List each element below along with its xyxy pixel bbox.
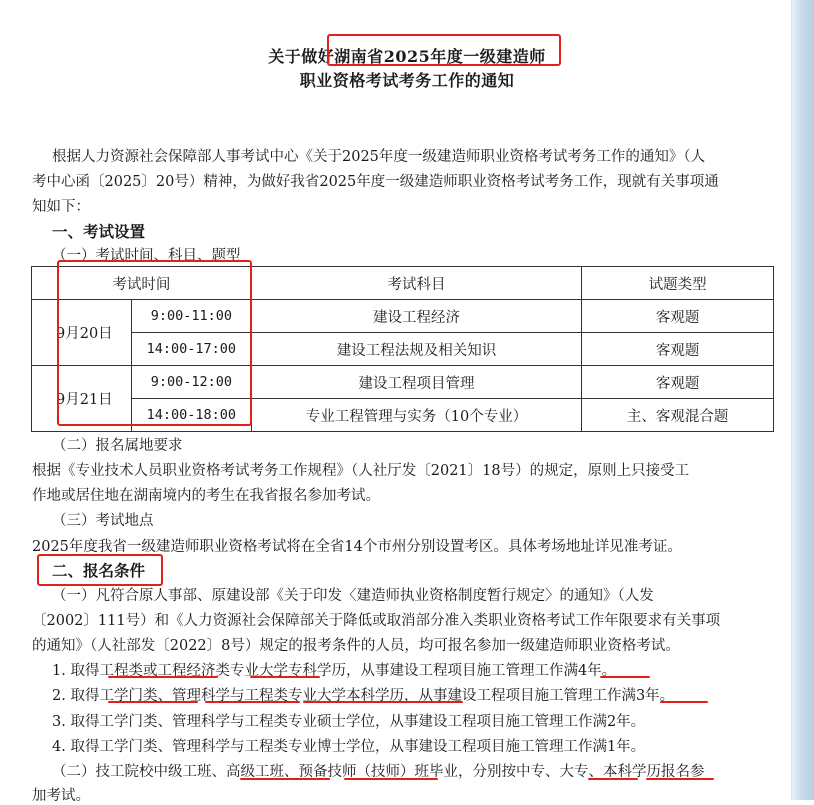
table-header-row <box>32 267 774 300</box>
exam-subject: 建设工程项目管理 <box>251 366 581 399</box>
exam-schedule-table <box>31 266 774 432</box>
sec2-sub2-line-1: （二）技工院校中级工班、高级工班、预备技师（技师）班毕业，分别按中专、大专、本科学历报名参 <box>52 764 705 780</box>
exam-subject: 建设工程法规及相关知识 <box>251 333 581 366</box>
table-row <box>32 399 774 432</box>
exam-subject: 专业工程管理与实务（10个专业） <box>251 399 581 432</box>
table-row <box>32 366 774 399</box>
question-type: 主、客观混合题 <box>582 399 774 432</box>
sub2-text-line-1: 根据《专业技术人员职业资格考试考务工作规程》（人社厅发〔2021〕18号）的规定，原则上只接受工 <box>32 463 690 479</box>
sub2-text-line-2: 作地或居住地在湖南境内的考生在我省报名参加考试。 <box>32 488 380 504</box>
sec2-para-line-2: 〔2002〕111号）和《人力资源社会保障部关于降低或取消部分准入类职业资格考试工作年限要求有关事项 <box>32 613 721 629</box>
sub3-text: 2025年度我省一级建造师职业资格考试将在全省14个市州分别设置考区。具体考场地址详见准考证。 <box>32 539 682 555</box>
sec2-para-line-1: （一）凡符合原人事部、原建设部《关于印发〈建造师执业资格制度暂行规定〉的通知》（人发 <box>52 588 654 604</box>
question-type: 客观题 <box>582 300 774 333</box>
section-heading-1: 一、考试设置 <box>52 222 146 241</box>
exam-date: 9月21日 <box>32 366 132 432</box>
header-question-type: 试题类型 <box>582 267 774 300</box>
question-type: 客观题 <box>582 366 774 399</box>
condition-2: 2. 取得工学门类、管理科学与工程类专业大学本科学历，从事建设工程项目施工管理工作满3年。 <box>52 688 675 704</box>
table-row <box>32 300 774 333</box>
subsection-1: （一）考试时间、科目、题型 <box>52 248 241 264</box>
subsection-3: （三）考试地点 <box>52 513 154 529</box>
doc-title-line2: 职业资格考试考务工作的通知 <box>299 71 515 90</box>
intro-line-3: 知如下： <box>32 199 90 215</box>
sec2-para-line-3: 的通知》（人社部发〔2022〕8号）规定的报考条件的人员，均可报名参加一级建造师职业资格考试。 <box>32 638 680 654</box>
condition-4: 4. 取得工学门类、管理科学与工程类专业博士学位，从事建设工程项目施工管理工作满1年。 <box>52 739 646 755</box>
intro-line-2: 考中心函〔2025〕20号）精神，为做好我省2025年度一级建造师职业资格考试考务工作，现就有关事项通 <box>32 174 719 190</box>
table-row <box>32 333 774 366</box>
doc-title-line1: 关于做好湖南省2025年度一级建造师 <box>268 47 546 66</box>
exam-time: 14:00-18:00 <box>131 399 251 432</box>
question-type: 客观题 <box>582 333 774 366</box>
subsection-2: （二）报名属地要求 <box>52 438 183 454</box>
exam-time: 9:00-11:00 <box>131 300 251 333</box>
condition-3: 3. 取得工学门类、管理科学与工程类专业硕士学位，从事建设工程项目施工管理工作满2年。 <box>52 714 646 730</box>
header-exam-time: 考试时间 <box>32 267 252 300</box>
exam-time: 14:00-17:00 <box>131 333 251 366</box>
intro-line-1: 根据人力资源社会保障部人事考试中心《关于2025年度一级建造师职业资格考试考务工作的通知》（人 <box>52 149 706 165</box>
section-heading-2: 二、报名条件 <box>52 561 146 580</box>
header-exam-subject: 考试科目 <box>251 267 581 300</box>
exam-time: 9:00-12:00 <box>131 366 251 399</box>
sec2-sub2-line-2: 加考试。 <box>32 788 90 804</box>
condition-1: 1. 取得工程类或工程经济类专业大学专科学历，从事建设工程项目施工管理工作满4年。 <box>52 663 617 679</box>
exam-subject: 建设工程经济 <box>251 300 581 333</box>
exam-date: 9月20日 <box>32 300 132 366</box>
window-frame-edge <box>791 0 814 800</box>
